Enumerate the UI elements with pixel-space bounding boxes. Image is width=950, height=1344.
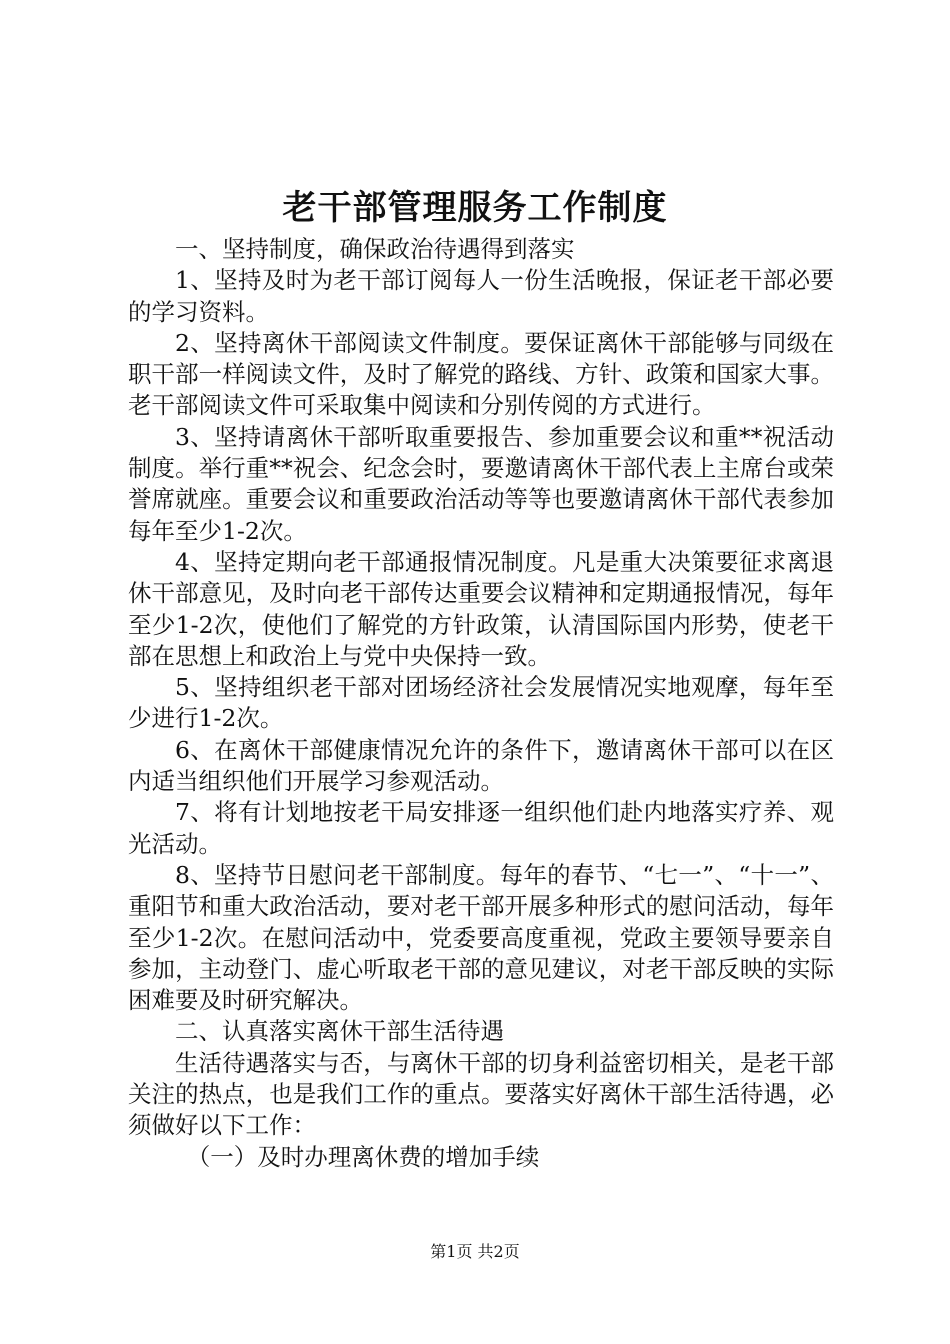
paragraph-item-2: 2、坚持离休干部阅读文件制度。要保证离休干部能够与同级在职干部一样阅读文件，及时了解党的路线、方针、政策和国家大事。老干部阅读文件可采取集中阅读和分别传阅的方式进行。 — [128, 328, 834, 420]
document-body — [128, 234, 834, 1173]
paragraph-item-6: 6、在离休干部健康情况允许的条件下，邀请离休干部可以在区内适当组织他们开展学习参观活动。 — [128, 735, 834, 796]
section-heading-2: 二、认真落实离休干部生活待遇 — [175, 1017, 504, 1046]
paragraph-item-7: 7、将有计划地按老干局安排逐一组织他们赴内地落实疗养、观光活动。 — [128, 798, 834, 858]
document-title: 老干部管理服务工作制度 — [282, 188, 668, 228]
paragraph-item-3: 3、坚持请离休干部听取重要报告、参加重要会议和重**祝活动制度。举行重**祝会、纪念会时，要邀请离休干部代表上主席台或荣誉席就座。重要会议和重要政治活动等等也要邀请离休干部代表参加每年至少1-2次。 — [128, 422, 834, 545]
page-footer: 第1页 共2页 — [430, 1242, 520, 1261]
paragraph-item-8: 8、坚持节日慰问老干部制度。每年的春节、“七一”、“十一”、重阳节和重大政治活动，要对老干部开展多种形式的慰问活动，每年至少1-2次。在慰问活动中，党委要高度重视，党政主要领导要亲自参加，主动登门、虚心听取老干部的意见建议，对老干部反映的实际困难要及时研究解决。 — [128, 860, 834, 1015]
paragraph-intro: 生活待遇落实与否，与离休干部的切身利益密切相关，是老干部关注的热点，也是我们工作的重点。要落实好离休干部生活待遇，必须做好以下工作： — [128, 1048, 834, 1140]
subsection-heading-1: （一）及时办理离休费的增加手续 — [186, 1142, 540, 1171]
section-heading-1: 一、坚持制度，确保政治待遇得到落实 — [175, 235, 575, 263]
paragraph-item-1: 1、坚持及时为老干部订阅每人一份生活晚报，保证老干部必要的学习资料。 — [128, 266, 834, 326]
paragraph-item-5: 5、坚持组织老干部对团场经济社会发展情况实地观摩，每年至少进行1-2次。 — [128, 673, 834, 733]
paragraph-item-4: 4、坚持定期向老干部通报情况制度。凡是重大决策要征求离退休干部意见，及时向老干部传达重要会议精神和定期通报情况，每年至少1-2次，使他们了解党的方针政策，认清国际国内形势，使老干部在思想上和政治上与党中央保持一致。 — [128, 547, 834, 670]
